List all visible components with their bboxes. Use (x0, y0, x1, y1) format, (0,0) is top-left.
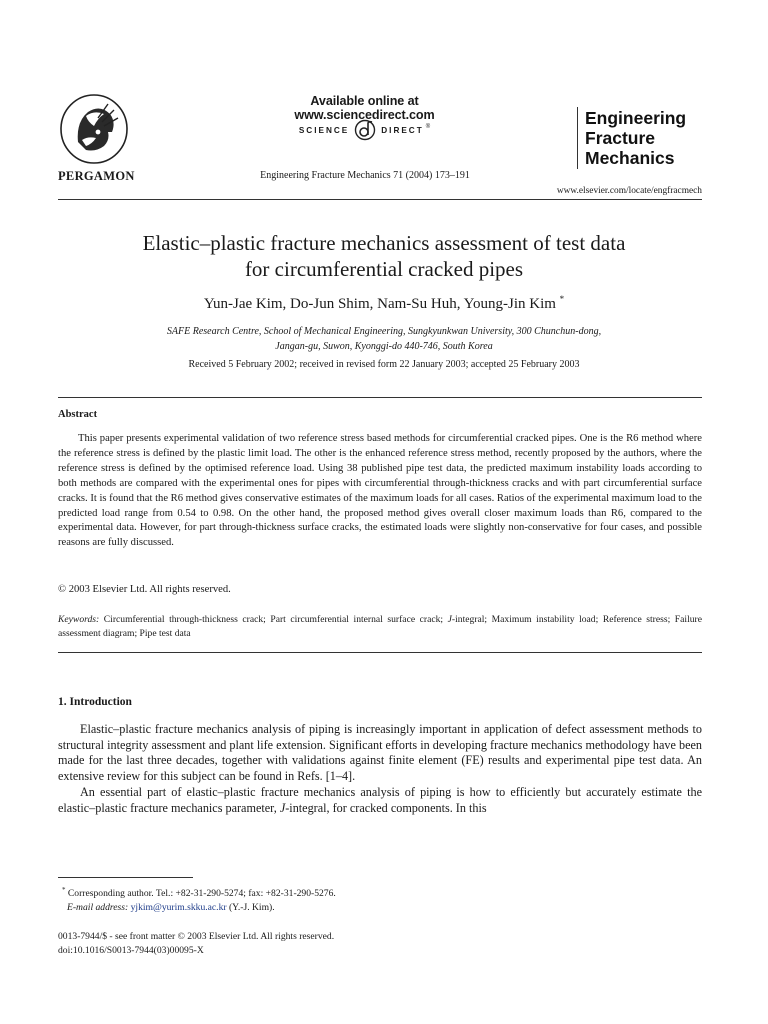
registered-mark: ® (425, 124, 431, 130)
introduction-paragraph-1: Elastic–plastic fracture mechanics analysis of piping is increasingly important in application of defect assessment methods to structural integrity assessment and plant life extension. Significant efforts in developing fracture mechanics methodology have been made for the last three decades, together with validations against finite element (FE) results and experimental pipe test data. An extensive review for this subject can be found in Refs. [1–4]. (58, 722, 702, 784)
author-names: Yun-Jae Kim, Do-Jun Shim, Nam-Su Huh, Young-Jin Kim (203, 296, 556, 312)
keywords-j-symbol: J (447, 614, 452, 625)
abstract-body: This paper presents experimental validation of two reference stress based methods for circumferential cracked pipes. One is the R6 method where the reference stress is defined by the plastic limit load. The other is the enhanced reference stress method, recently proposed by the authors, where the reference stress is defined by the optimised reference load. Using 38 published pipe test data, the predicted maximum instability loads according to both methods are compared with the experimental ones for pipes with circumferential through-thickness cracks and with part circumferential surface cracks. It is found that the R6 method gives conservative estimates of the maximum loads for all cases. Ratios of the experimental maximum load to the predicted load range from 0.54 to 0.98. On the other hand, the proposed method gives overall closer maximum loads than R6, compared to the experimental data. However, for part through-thickness surface cracks, the estimated loads were slightly non-conservative for four cases, and possible reasons are fully discussed. (58, 433, 702, 549)
footnote-rule (58, 877, 193, 878)
sciencedirect-d-icon (354, 119, 376, 141)
introduction-paragraph-2 (58, 785, 702, 816)
footnote-corresponding (62, 884, 336, 914)
front-matter-info (58, 930, 334, 957)
footnote-email-suffix: (Y.-J. Kim). (228, 901, 275, 913)
affiliation-line-2: Jangan-gu, Suwon, Kyonggi-do 440-746, South Korea (275, 341, 493, 352)
journal-title-rule (577, 107, 578, 169)
header-divider (58, 199, 702, 200)
abstract-copyright: © 2003 Elsevier Ltd. All rights reserved. (58, 584, 231, 595)
article-title (58, 230, 710, 282)
journal-citation: Engineering Fracture Mechanics 71 (2004) 173–191 (260, 170, 470, 181)
pergamon-helmet-icon (58, 92, 130, 166)
affiliation (58, 324, 710, 354)
introduction-paragraph-2-b: -integral, for cracked components. In this (285, 800, 487, 815)
article-title-line-1: Elastic–plastic fracture mechanics assessment of test data (142, 231, 626, 255)
keywords-text-b: -integral; Maximum instability load; Reference stress; Failure assessment diagram; Pipe test data (58, 614, 702, 639)
section-heading-introduction: 1. Introduction (58, 696, 132, 708)
journal-title-line-2: Fracture (585, 128, 656, 148)
abstract-heading: Abstract (58, 409, 98, 420)
publisher-name: PERGAMON (58, 169, 135, 183)
footnote-contact: Corresponding author. Tel.: +82-31-290-5274; fax: +82-31-290-5276. (67, 888, 336, 900)
email-link[interactable]: yjkim@yurim.skku.ac.kr (130, 901, 227, 913)
introduction-body (58, 722, 702, 816)
author-list (58, 294, 710, 313)
affiliation-line-1: SAFE Research Centre, School of Mechanical Engineering, Sungkyunkwan University, 300 Chunchun-dong, (166, 326, 602, 337)
keywords (58, 613, 702, 641)
journal-title-line-3: Mechanics (585, 148, 675, 168)
pergamon-logo (58, 92, 130, 166)
introduction-paragraph-2-a: An essential part of elastic–plastic fracture mechanics analysis of piping is how to efficiently but accurately estimate the elastic–plastic fracture mechanics parameter, (58, 784, 702, 815)
sciencedirect-logo-left: SCIENCE (298, 125, 350, 135)
abstract-top-rule (58, 397, 702, 398)
footnote-mark: * (62, 886, 66, 894)
doi-link[interactable]: doi:10.1016/S0013-7944(03)00095-X (58, 944, 204, 956)
journal-title-line-1: Engineering (585, 108, 687, 128)
j-integral-symbol: J (279, 800, 286, 815)
sciencedirect-logo[interactable] (242, 117, 487, 143)
issn-line: 0013-7944/$ - see front matter © 2003 Elsevier Ltd. All rights reserved. (58, 931, 335, 942)
footnote-email-label: E-mail address: (67, 901, 129, 913)
keywords-text-a: Circumferential through-thickness crack; Part circumferential internal surface crack; (103, 614, 444, 625)
sciencedirect-logo-right: DIRECT (381, 125, 424, 135)
journal-url-link[interactable]: www.elsevier.com/locate/engfracmech (556, 186, 702, 196)
article-title-line-2: for circumferential cracked pipes (244, 257, 524, 281)
corresponding-author-mark[interactable]: * (559, 294, 565, 304)
abstract-bottom-rule (58, 652, 702, 653)
journal-title (585, 108, 686, 168)
keywords-label: Keywords: (58, 614, 100, 625)
available-online-link[interactable]: Available online at www.sciencedirect.com (294, 94, 435, 122)
received-dates: Received 5 February 2002; received in revised form 22 January 2003; accepted 25 February 2003 (188, 359, 580, 370)
